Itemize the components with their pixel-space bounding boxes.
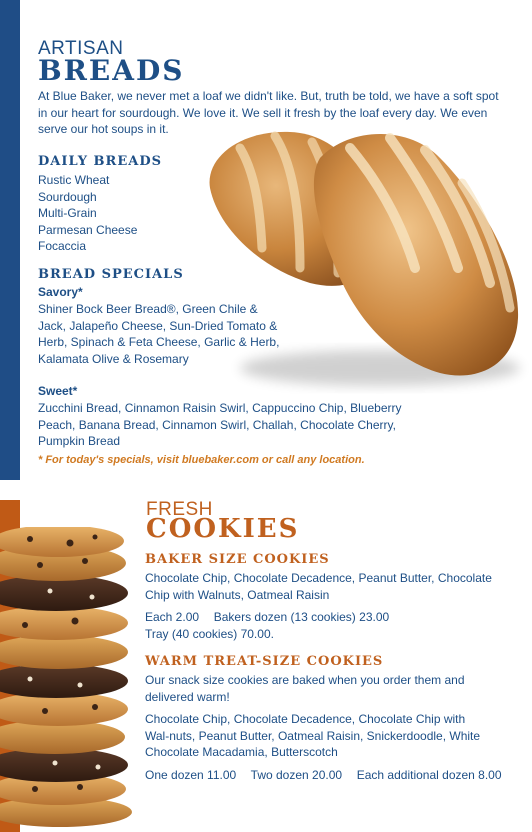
breads-accent-bar xyxy=(0,0,20,480)
savory-label: Savory* xyxy=(38,285,83,299)
list-item: Parmesan Cheese xyxy=(38,222,138,237)
warm-treat-prices xyxy=(145,767,502,784)
baker-size-heading: BAKER SIZE COOKIES xyxy=(145,552,330,567)
price-two-dozen: Two dozen 20.00 xyxy=(250,768,343,782)
cookie-layers xyxy=(0,527,132,827)
list-item: Rustic Wheat xyxy=(38,173,110,187)
price-bakers-dozen: Bakers dozen (13 cookies) 23.00 xyxy=(213,610,390,624)
baker-size-prices xyxy=(145,609,389,626)
price-one-dozen: One dozen 11.00 xyxy=(145,768,237,782)
cookies-kicker: FRESH xyxy=(146,499,213,520)
sweet-label: Sweet* xyxy=(38,384,78,398)
price-additional-dozen: Each additional dozen 8.00 xyxy=(356,768,502,782)
sweet-text: Zucchini Bread, Cinnamon Raisin Swirl, Cappuccino Chip, Blueberry Peach, Banana Bread, Cinnamon Swirl, Challah, Chocolate Cherry, Pumpkin Bread xyxy=(38,401,402,448)
warm-treat-intro: Our snack size cookies are baked when you order them and delivered warm! xyxy=(145,673,465,704)
bread-specials-heading: BREAD SPECIALS xyxy=(38,267,184,282)
loaf-front xyxy=(314,134,518,376)
price-each: Each 2.00 xyxy=(145,610,200,624)
warm-treat-heading: WARM TREAT-SIZE COOKIES xyxy=(145,654,384,669)
specials-footnote: * For today's specials, visit bluebaker.com or call any location. xyxy=(38,454,365,466)
list-item: Sourdough xyxy=(38,189,97,204)
breads-intro: At Blue Baker, we never met a loaf we didn't like. But, truth be told, we have a soft spot in our heart for sourdough. We love it. We sell it fresh by the loaf every day. We even serve our hot soups in it. xyxy=(38,89,499,136)
price-tray: Tray (40 cookies) 70.00. xyxy=(145,627,274,641)
list-item: Focaccia xyxy=(38,239,87,253)
savory-text: Shiner Bock Beer Bread®, Green Chile & Jack, Jalapeño Cheese, Sun-Dried Tomato & Herb, Spinach & Feta Cheese, Garlic & Herb, Kalamata Olive & Rosemary xyxy=(38,302,280,366)
cookies-title: COOKIES xyxy=(146,514,300,544)
breads-kicker: ARTISAN xyxy=(38,38,124,59)
list-item: Multi-Grain xyxy=(38,206,97,220)
warm-treat-flavors: Chocolate Chip, Chocolate Decadence, Chocolate Chip with Wal-nuts, Peanut Butter, Oatmeal Raisin, Snickerdoodle, White Chocolate Macadamia, Butterscotch xyxy=(145,712,481,759)
daily-breads-list xyxy=(38,172,137,255)
daily-breads-heading: DAILY BREADS xyxy=(38,154,163,169)
baker-size-flavors: Chocolate Chip, Chocolate Decadence, Peanut Butter, Chocolate Chip with Walnuts, Oatmeal Raisin xyxy=(145,571,492,602)
cookie-stack-image xyxy=(0,527,135,827)
breads-title: BREADS xyxy=(38,54,185,87)
